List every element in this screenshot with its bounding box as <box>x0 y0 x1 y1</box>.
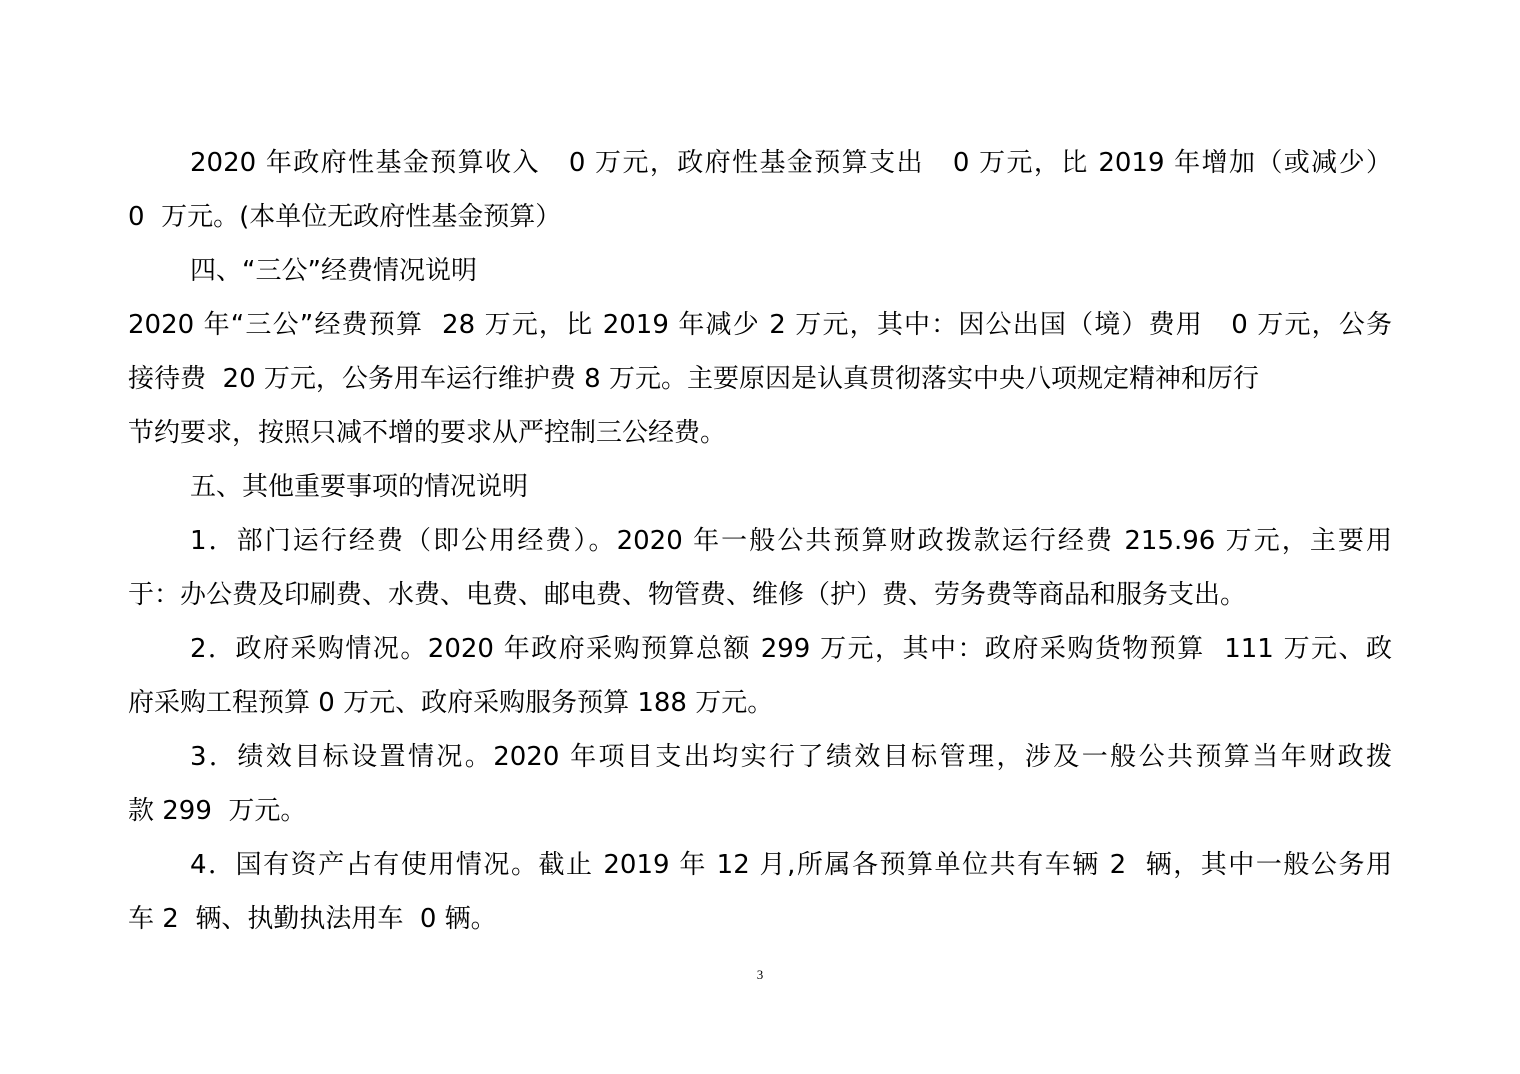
paragraph-fund-budget-line-2: 0 万元。(本单位无政府性基金预算） <box>128 202 562 232</box>
item-4-state-assets-line-1: 4．国有资产占有使用情况。截止 2019 年 12 月,所属各预算单位共有车辆 2 辆，其中一般公务用 <box>190 850 1392 880</box>
item-2-procurement-line-1: 2．政府采购情况。2020 年政府采购预算总额 299 万元，其中：政府采购货物预算 111 万元、政 <box>190 634 1392 664</box>
item-3-performance-line-1: 3．绩效目标设置情况。2020 年项目支出均实行了绩效目标管理，涉及一般公共预算当年财政拨 <box>190 742 1392 772</box>
paragraph-fund-budget-line-1: 2020 年政府性基金预算收入 0 万元，政府性基金预算支出 0 万元，比 2019 年增加（或减少） <box>190 148 1392 178</box>
page-number: 3 <box>756 967 764 982</box>
item-3-performance-line-2: 款 299 万元。 <box>128 796 307 826</box>
paragraph-three-public-line-2: 接待费 20 万元，公务用车运行维护费 8 万元。主要原因是认真贯彻落实中央八项规定精神和厉行 <box>128 364 1259 394</box>
paragraph-three-public-line-1: 2020 年“三公”经费预算 28 万元，比 2019 年减少 2 万元，其中：因公出国（境）费用 0 万元，公务 <box>128 310 1392 340</box>
item-4-state-assets-line-2: 车 2 辆、执勤执法用车 0 辆。 <box>128 904 497 934</box>
document-body <box>128 136 1392 946</box>
item-2-procurement-line-2: 府采购工程预算 0 万元、政府采购服务预算 188 万元。 <box>128 688 774 718</box>
paragraph-three-public-line-3: 节约要求，按照只减不增的要求从严控制三公经费。 <box>128 418 727 448</box>
section-heading-three-public: 四、“三公”经费情况说明 <box>190 256 477 286</box>
item-1-operating-expenses-line-1: 1．部门运行经费（即公用经费）。2020 年一般公共预算财政拨款运行经费 215.96 万元，主要用 <box>190 526 1392 556</box>
section-heading-other-matters: 五、其他重要事项的情况说明 <box>190 472 529 502</box>
item-1-operating-expenses-line-2: 于：办公费及印刷费、水费、电费、邮电费、物管费、维修（护）费、劳务费等商品和服务支出。 <box>128 580 1247 610</box>
